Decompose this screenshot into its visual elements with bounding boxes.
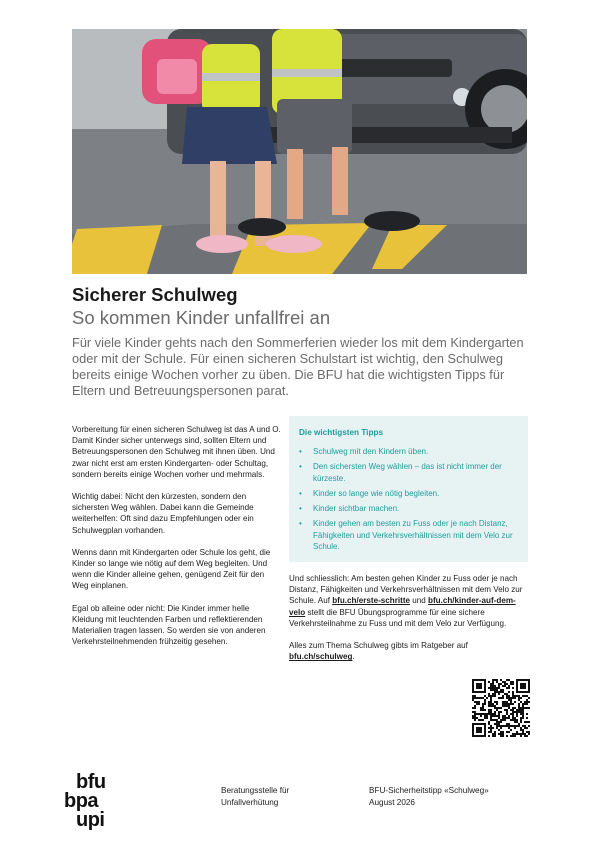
link-erste-schritte[interactable]: bfu.ch/erste-schritte	[332, 596, 411, 606]
bfu-logo	[64, 772, 124, 832]
text-segment: und	[410, 596, 429, 606]
body-paragraph	[289, 640, 529, 662]
logo-text: upi	[76, 809, 105, 831]
footer-line: Beratungsstelle für	[221, 786, 290, 795]
logo-text: bfu	[76, 771, 106, 793]
page-title: Sicherer Schulweg	[72, 284, 238, 305]
right-column	[289, 573, 529, 673]
body-paragraph: Egal ob alleine oder nicht: Die Kinder immer helle Kleidung mit leuchtenden Farben und reflektierenden Materialien tragen lassen. So werden sie von anderen Verkehrsteilnehmenden frühzeitig gesehen.	[72, 603, 266, 647]
tip-item: • Kinder gehen am besten zu Fuss oder je nach Distanz, Fähigkeiten und Verkehrsverhältnissen mit dem Velo zur Schule.	[299, 518, 518, 552]
footer-line: BFU-Sicherheitstipp «Schulweg»	[369, 786, 489, 795]
text-segment: Alles zum Thema Schulweg gibts im Ratgeber auf	[289, 641, 468, 651]
tip-item: • Schulweg mit den Kindern üben.	[299, 446, 518, 457]
page-subtitle: So kommen Kinder unfallfrei an	[72, 307, 331, 328]
title-block	[72, 284, 532, 330]
body-paragraph	[289, 573, 529, 629]
tips-heading: Die wichtigsten Tipps	[299, 428, 384, 437]
body-paragraph: Vorbereitung für einen sicheren Schulweg ist das A und O. Damit Kinder sicher unterwegs sind, sollten Eltern und Betreuungspersonen den Schulweg mit ihnen üben. Und zwar nicht erst am ersten Kindergarten- oder Schultag, sondern bereits einige Wochen vorher und mehrmals.	[72, 425, 281, 479]
children-crossing-image	[72, 29, 527, 274]
logo-text: bpa	[64, 790, 99, 812]
text-segment: stellt die BFU Übungsprogramme für eine sichere Verkehrsteilnahme zu Fuss und mit dem Velo zur Verfügung.	[289, 607, 507, 628]
left-column	[72, 424, 282, 658]
body-paragraph: Wenns dann mit Kindergarten oder Schule los geht, die Kinder so lange wie nötig auf dem Weg begleiten. Und wenn die Kinder alleine gehen, genügend Zeit für den Weg einplanen.	[72, 547, 271, 591]
lead-paragraph: Für viele Kinder gehts nach den Sommerferien wieder los mit dem Kindergarten oder mit der Schule. Für einen sicheren Schulstart ist wichtig, den Schulweg bereits einige Wochen vorher zu üben. Die BFU hat die wichtigsten Tipps für Eltern und Betreuungspersonen parat.	[72, 335, 524, 398]
qr-code[interactable]	[472, 679, 530, 737]
text-segment: Und schliesslich: Am besten gehen Kinder zu Fuss oder je nach Distanz, Fähigkeiten und Verkehrsverhältnissen mit dem Velo zur Schule. Auf	[289, 574, 523, 606]
text-segment: .	[352, 652, 355, 662]
tip-item: • Kinder so lange wie nötig begleiten.	[299, 488, 518, 499]
link-kinder-auf-dem-velo[interactable]: bfu.ch/kinder-auf-dem-velo	[289, 596, 516, 617]
tip-item: • Den sichersten Weg wählen – das ist nicht immer der kürzeste.	[299, 461, 518, 484]
footer-line: August 2026	[369, 797, 415, 807]
footer-organisation	[221, 785, 289, 808]
link-schulweg[interactable]: bfu.ch/schulweg	[289, 652, 353, 662]
body-paragraph: Wichtig dabei: Nicht den kürzesten, sondern den sichersten Weg wählen. Dabei kann die Gemeinde weiterhelfen: Oft sind dazu Empfehlungen oder ein Schulwegplan vorhanden.	[72, 492, 254, 535]
tips-box	[289, 416, 528, 562]
qr-code-graphic	[472, 679, 530, 737]
tip-item: • Kinder sichtbar machen.	[299, 503, 518, 514]
hero-photo	[72, 29, 527, 274]
footer-document-info	[369, 785, 489, 808]
footer-line: Unfallverhütung	[221, 797, 279, 807]
tips-list	[299, 446, 518, 552]
